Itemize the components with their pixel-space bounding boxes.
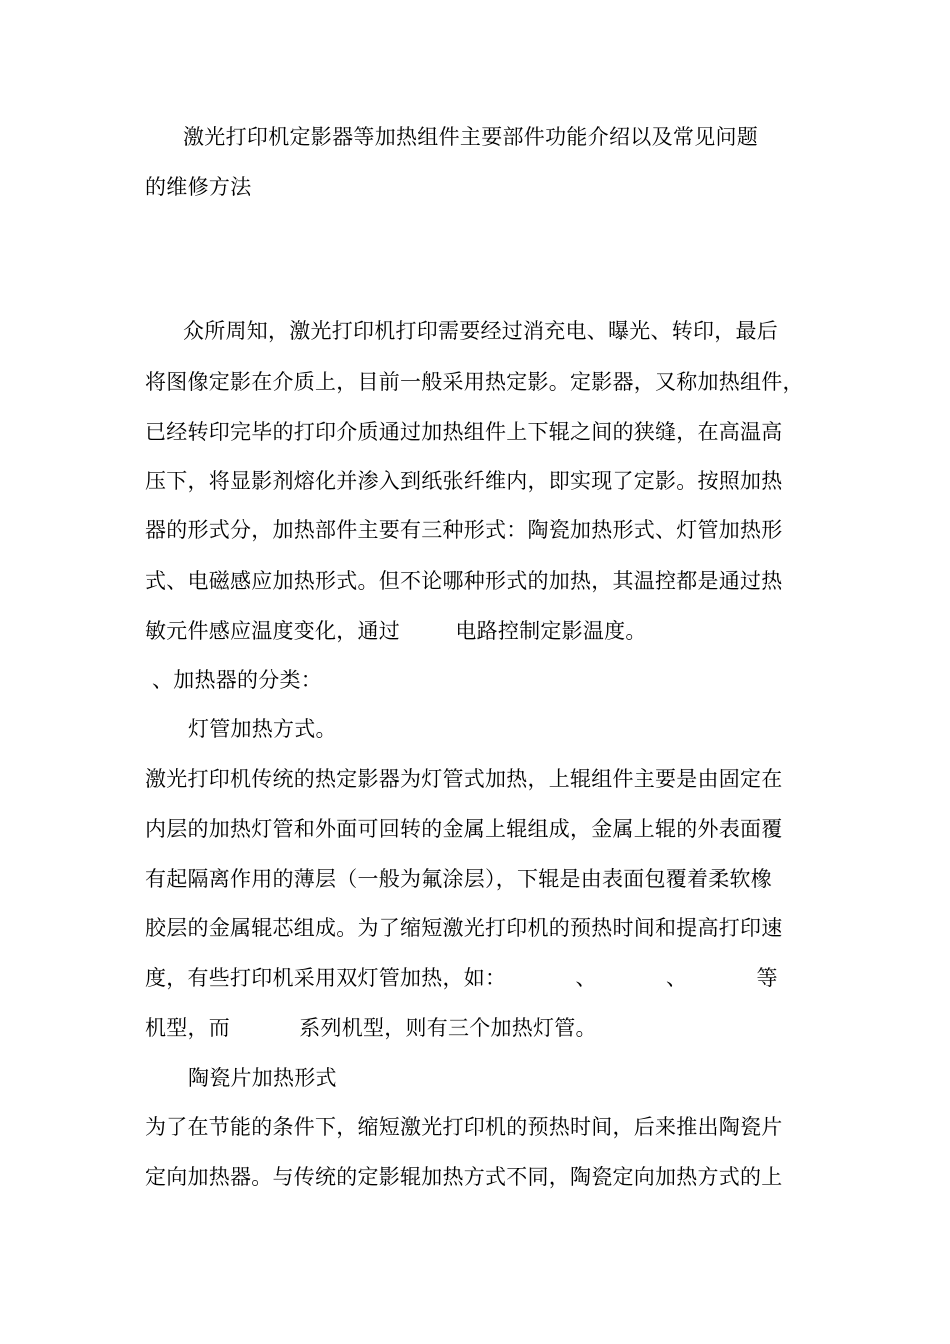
subsection-paragraph-line: 机型，而 系列机型，则有三个加热灯管。 [145,1016,597,1040]
subsection-paragraph-line: 内层的加热灯管和外面可回转的金属上辊组成，金属上辊的外表面覆 [145,817,783,841]
intro-paragraph-line: 式、电磁感应加热形式。但不论哪种形式的加热，其温控都是通过热 [145,569,783,593]
subsection-paragraph-line: 定向加热器。与传统的定影辊加热方式不同，陶瓷定向加热方式的上 [145,1165,783,1189]
intro-paragraph-line: 将图像定影在介质上，目前一般采用热定影。定影器，又称加热组件， [145,370,804,394]
section-heading: 、加热器的分类： [152,668,322,692]
subsection-paragraph-line: 有起隔离作用的薄层（一般为氟涂层），下辊是由表面包覆着柔软橡 [145,867,772,891]
intro-paragraph-line: 压下，将显影剂熔化并渗入到纸张纤维内，即实现了定影。按照加热 [145,469,783,493]
subsection-heading: 灯管加热方式。 [188,717,337,741]
document-title-line-2: 的维修方法 [145,175,252,199]
intro-paragraph-line: 器的形式分，加热部件主要有三种形式：陶瓷加热形式、灯管加热形 [145,518,783,542]
subsection-paragraph-line: 为了在节能的条件下，缩短激光打印机的预热时间，后来推出陶瓷片 [145,1115,783,1139]
subsection-paragraph-line: 度，有些打印机采用双灯管加热，如： 、 、 等 [145,966,778,990]
subsection-paragraph-line: 激光打印机传统的热定影器为灯管式加热，上辊组件主要是由固定在 [145,767,783,791]
subsection-heading: 陶瓷片加热形式 [188,1066,337,1090]
subsection-paragraph-line: 胶层的金属辊芯组成。为了缩短激光打印机的预热时间和提高打印速 [145,916,783,940]
document-title-line-1: 激光打印机定影器等加热组件主要部件功能介绍以及常见问题 [183,125,759,149]
intro-paragraph-line: 敏元件感应温度变化，通过 电路控制定影温度。 [145,619,647,643]
intro-paragraph-line: 已经转印完毕的打印介质通过加热组件上下辊之间的狭缝，在高温高 [145,420,783,444]
intro-paragraph-line: 众所周知，激光打印机打印需要经过消充电、曝光、转印，最后 [183,319,778,343]
